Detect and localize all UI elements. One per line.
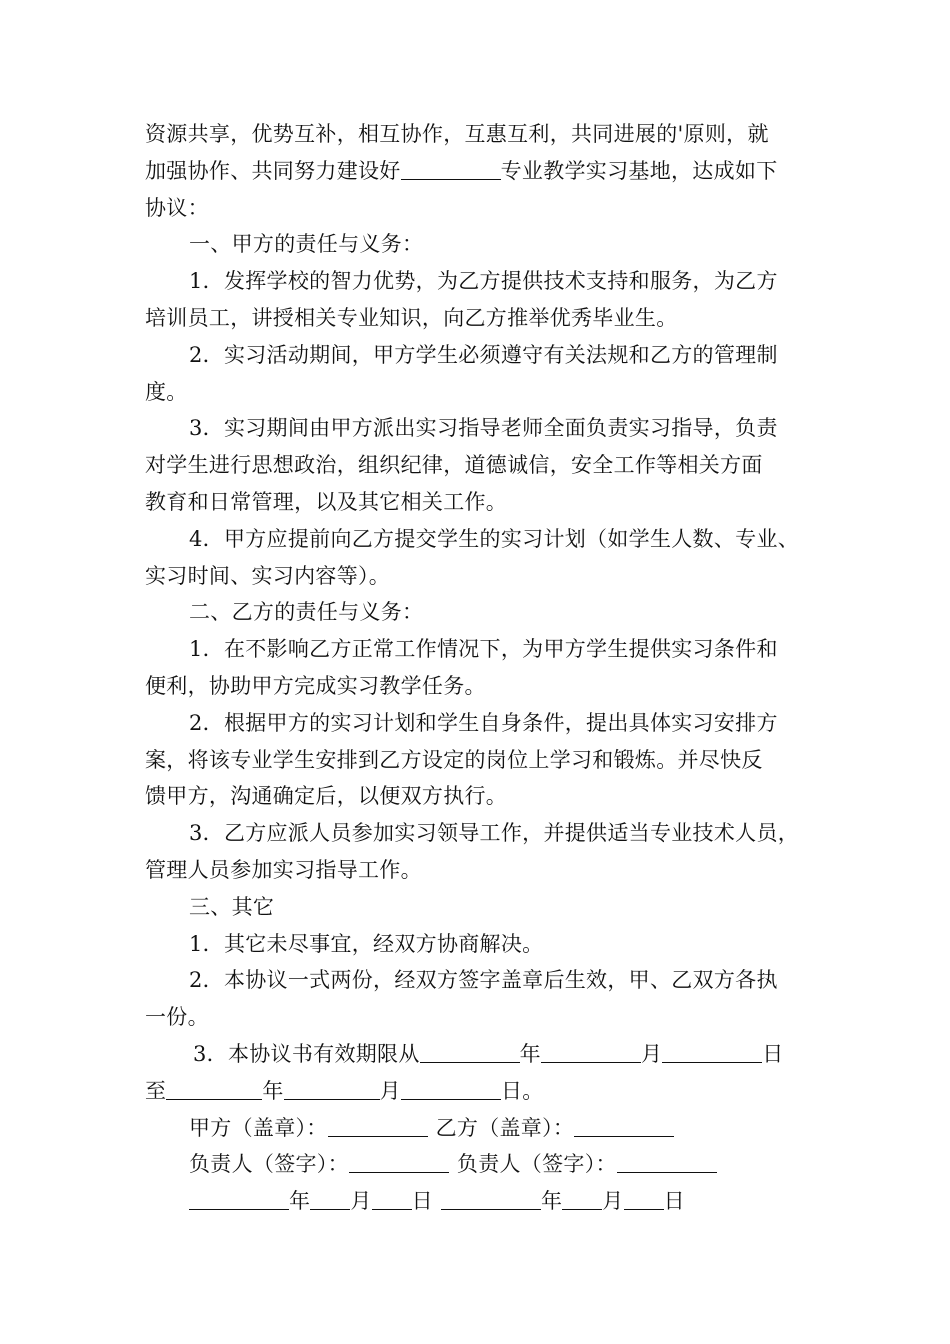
party-a-day-blank[interactable] xyxy=(372,1185,412,1210)
party-b-seal-blank[interactable] xyxy=(574,1112,674,1137)
party-b-seal-label: 乙方（盖章）： xyxy=(435,1115,575,1140)
section-1-item-1-line-1: 1．发挥学校的智力优势，为乙方提供技术支持和服务，为乙方 xyxy=(189,269,778,294)
person-b-sign-blank[interactable] xyxy=(617,1148,717,1173)
intro-line-1: 资源共享，优势互补，相互协作，互惠互利，共同进展的'原则，就 xyxy=(145,122,769,146)
party-b-month-label: 月 xyxy=(602,1189,624,1214)
sign-line xyxy=(145,1146,810,1183)
seal-line xyxy=(145,1110,810,1147)
party-a-month-label: 月 xyxy=(350,1189,372,1214)
start-month-label: 月 xyxy=(640,1041,663,1066)
intro-line-3: 协议： xyxy=(145,195,209,220)
party-b-day-blank[interactable] xyxy=(624,1185,664,1210)
major-blank[interactable] xyxy=(401,155,501,180)
end-month-label: 月 xyxy=(379,1078,401,1103)
end-year-label: 年 xyxy=(262,1078,284,1103)
section-2-item-3-line-2: 管理人员参加实习指导工作。 xyxy=(145,857,422,882)
party-a-day-label: 日 xyxy=(411,1189,433,1214)
section-1-item-4-line-2: 实习时间、实习内容等）。 xyxy=(145,563,391,588)
section-1-item-3-line-2: 对学生进行思想政治，组织纪律，道德诚信，安全工作等相关方面 xyxy=(145,453,763,478)
section-1-item-3-line-1: 3．实习期间由甲方派出实习指导老师全面负责实习指导，负责 xyxy=(189,416,778,441)
validity-prefix: 3．本协议书有效期限从 xyxy=(193,1041,420,1066)
person-a-sign-label: 负责人（签字）： xyxy=(189,1152,349,1177)
validity-line-2 xyxy=(145,1073,810,1110)
section-1-item-2-line-2: 度。 xyxy=(145,379,188,404)
validity-to-label: 至 xyxy=(145,1078,167,1103)
start-month-blank[interactable] xyxy=(541,1038,641,1063)
start-day-blank[interactable] xyxy=(662,1038,762,1063)
section-2-item-2-line-1: 2．根据甲方的实习计划和学生自身条件，提出具体实习安排方 xyxy=(189,710,778,735)
start-year-blank[interactable] xyxy=(420,1038,520,1063)
party-b-year-blank[interactable] xyxy=(441,1185,541,1210)
section-2-item-3-line-1: 3．乙方应派人员参加实习领导工作，并提供适当专业技术人员， xyxy=(189,821,800,846)
section-2-item-2-line-3: 馈甲方，沟通确定后，以便双方执行。 xyxy=(145,784,508,809)
validity-line-1 xyxy=(145,1036,810,1073)
start-day-label: 日 xyxy=(762,1041,784,1066)
section-3-item-1: 1．其它未尽事宜，经双方协商解决。 xyxy=(189,931,544,956)
start-year-label: 年 xyxy=(519,1041,541,1066)
section-2-item-2-line-2: 案，将该专业学生安排到乙方设定的岗位上学习和锻炼。并尽快反 xyxy=(145,747,763,772)
party-a-year-label: 年 xyxy=(289,1189,311,1214)
section-1-item-3-line-3: 教育和日常管理，以及其它相关工作。 xyxy=(145,489,508,514)
section-2-heading: 二、乙方的责任与义务： xyxy=(189,600,424,625)
section-1-item-4-line-1: 4．甲方应提前向乙方提交学生的实习计划（如学生人数、专业、 xyxy=(189,526,800,551)
party-b-month-blank[interactable] xyxy=(562,1185,602,1210)
party-b-year-label: 年 xyxy=(540,1189,563,1214)
section-1-item-2-line-1: 2．实习活动期间，甲方学生必须遵守有关法规和乙方的管理制 xyxy=(189,342,778,367)
party-a-seal-blank[interactable] xyxy=(328,1112,428,1137)
intro-line-2 xyxy=(145,153,810,190)
section-2-item-1-line-1: 1．在不影响乙方正常工作情况下，为甲方学生提供实习条件和 xyxy=(189,637,778,662)
party-a-seal-label: 甲方（盖章）： xyxy=(189,1115,328,1140)
intro-line-2-before: 加强协作、共同努力建设好 xyxy=(145,158,401,183)
party-b-day-label: 日 xyxy=(663,1189,685,1214)
document-page xyxy=(145,116,810,1220)
intro-line-2-after: 专业教学实习基地，达成如下 xyxy=(500,158,778,183)
end-year-blank[interactable] xyxy=(166,1075,262,1100)
end-month-blank[interactable] xyxy=(284,1075,380,1100)
section-1-heading: 一、甲方的责任与义务： xyxy=(189,232,424,257)
person-b-sign-label: 负责人（签字）： xyxy=(456,1152,617,1177)
date-line xyxy=(145,1183,810,1220)
section-1-item-1-line-2: 培训员工，讲授相关专业知识，向乙方推举优秀毕业生。 xyxy=(145,305,678,330)
party-a-year-blank[interactable] xyxy=(189,1185,289,1210)
person-a-sign-blank[interactable] xyxy=(349,1148,449,1173)
section-3-heading: 三、其它 xyxy=(189,894,275,919)
end-day-label: 日。 xyxy=(500,1078,544,1103)
end-day-blank[interactable] xyxy=(401,1075,501,1100)
section-3-item-2-line-1: 2．本协议一式两份，经双方签字盖章后生效，甲、乙双方各执 xyxy=(189,968,778,993)
party-a-month-blank[interactable] xyxy=(310,1185,350,1210)
section-3-item-2-line-2: 一份。 xyxy=(145,1005,209,1030)
section-2-item-1-line-2: 便利，协助甲方完成实习教学任务。 xyxy=(145,673,486,698)
